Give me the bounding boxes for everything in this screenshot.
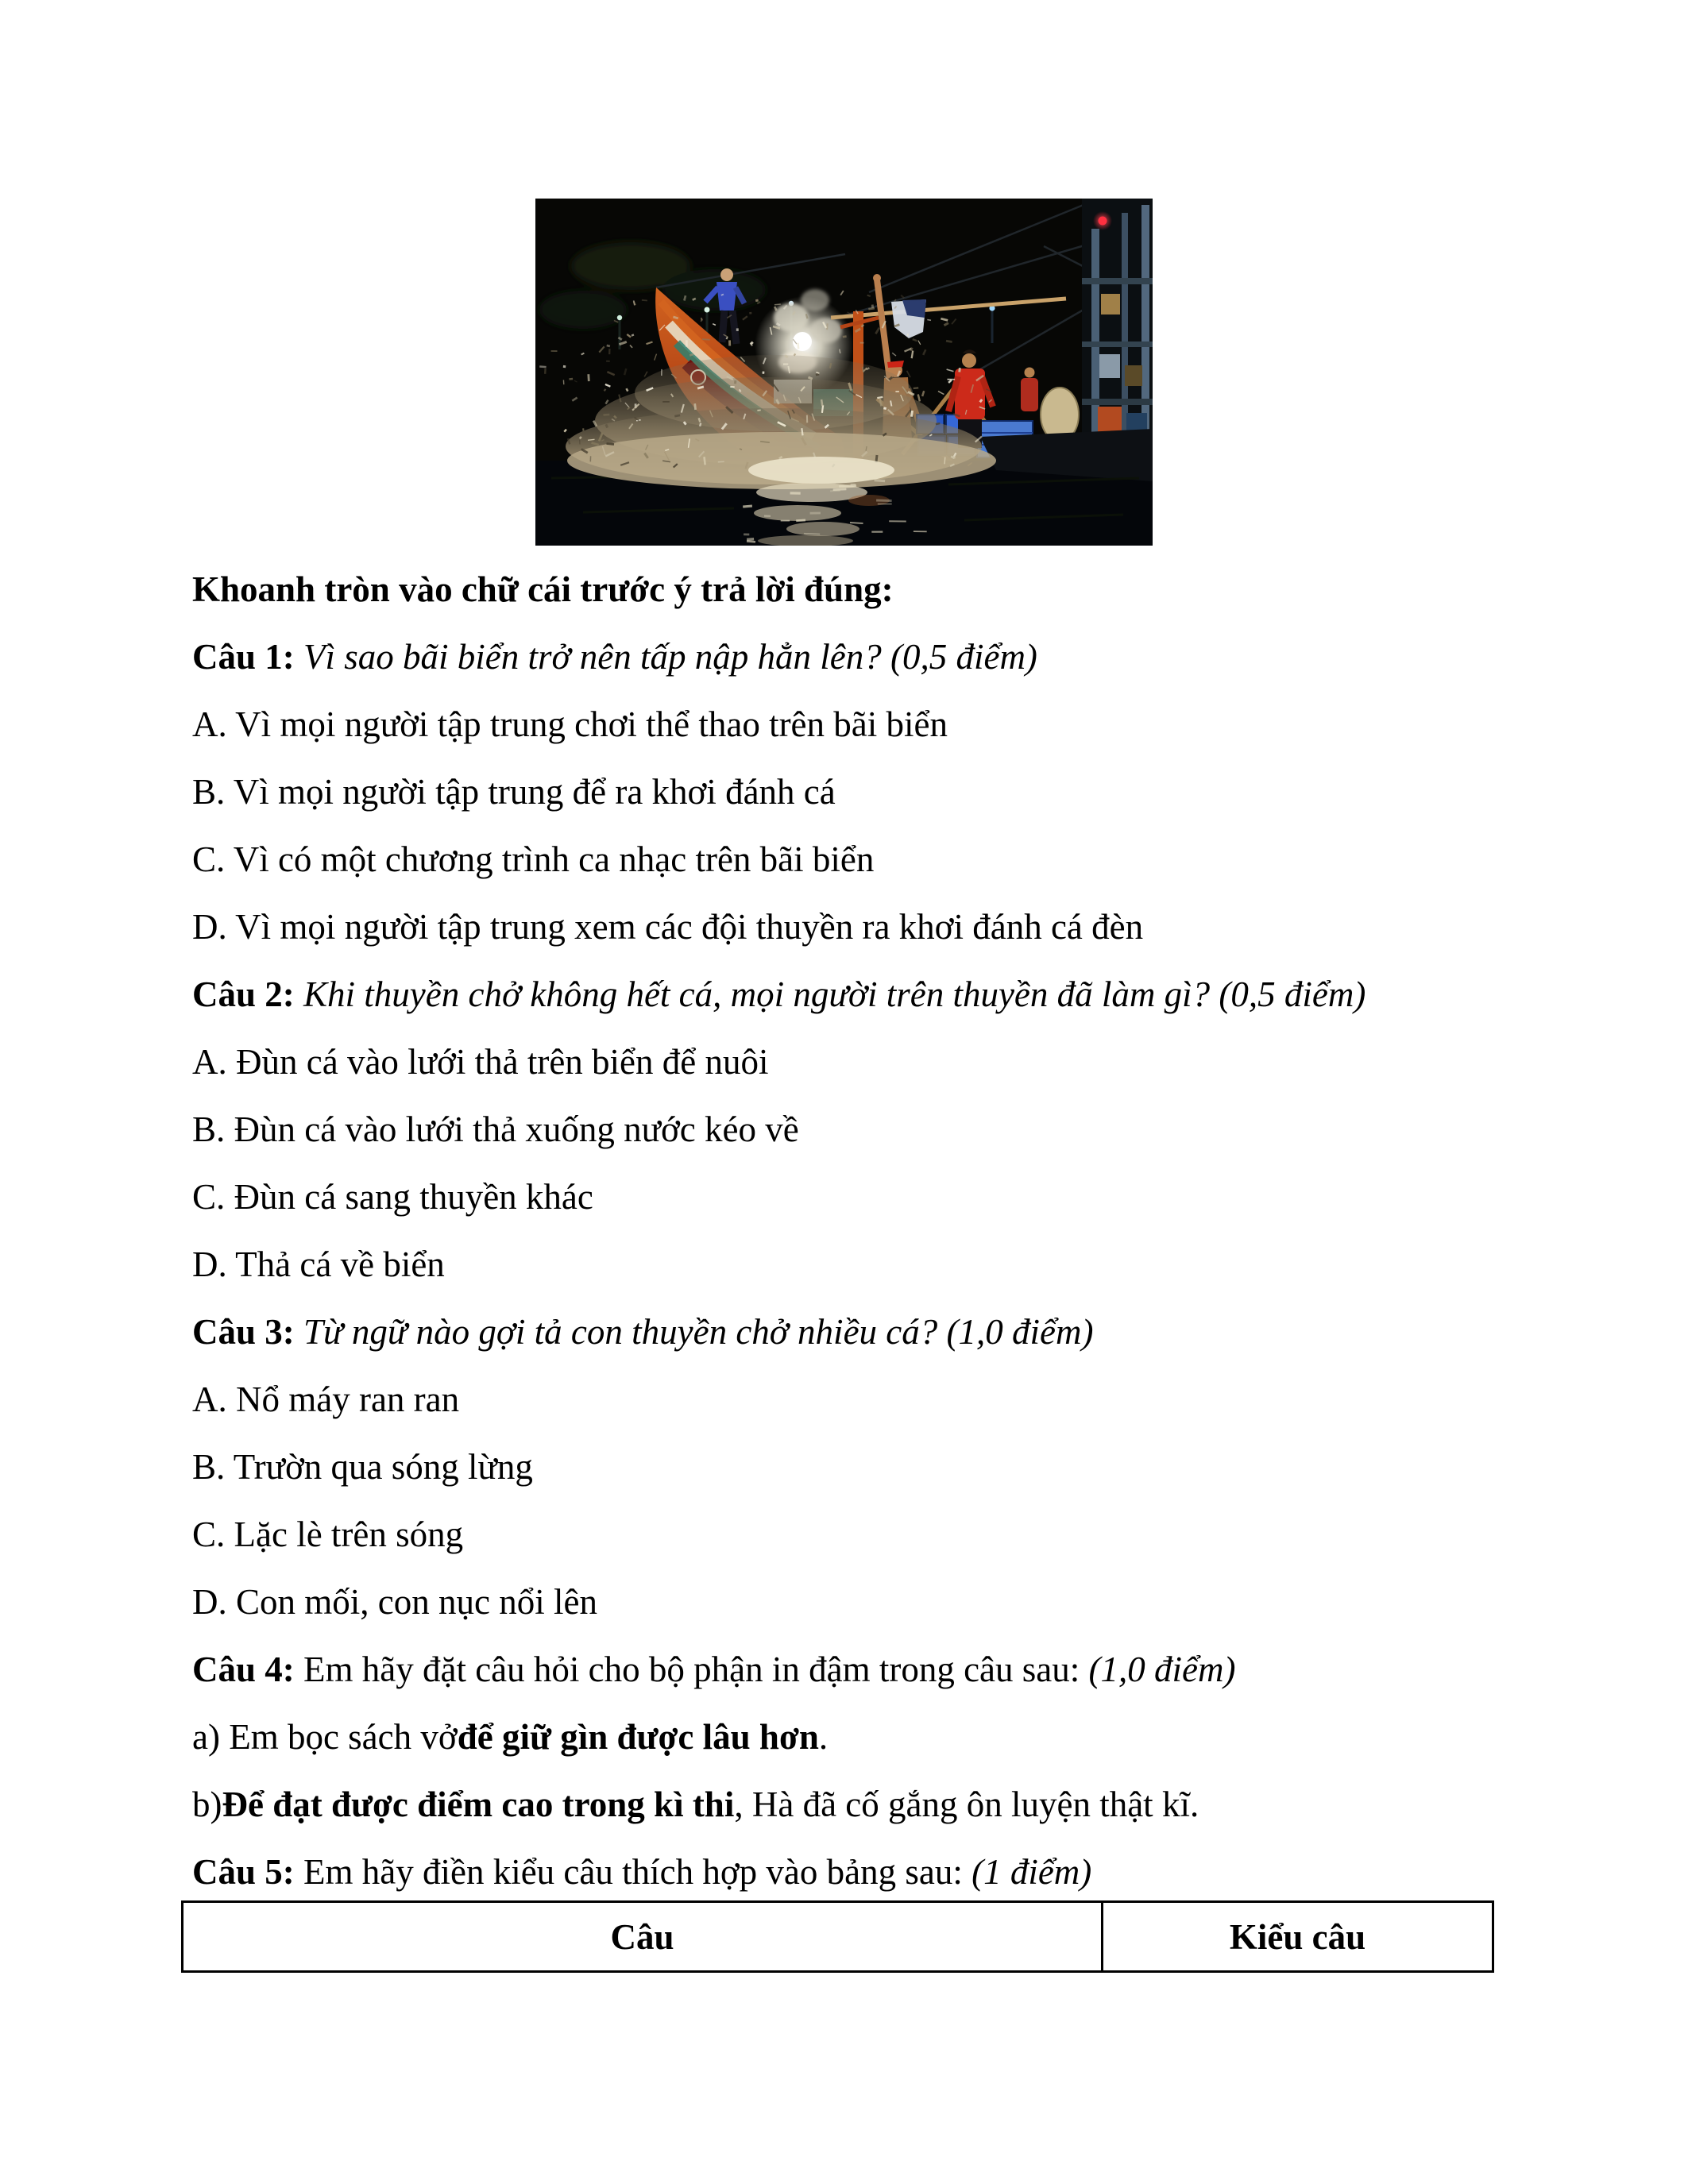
question-1-option-c-text: C. Vì có một chương trình ca nhạc trên bãi biển [192, 839, 875, 879]
instruction-heading [192, 556, 1511, 623]
question-1-option-b-text: B. Vì mọi người tập trung để ra khơi đánh cá [192, 771, 836, 812]
question-4-item-a [192, 1704, 1511, 1771]
question-1-label: Câu 1: [192, 636, 295, 677]
question-4-label: Câu 4: [192, 1649, 295, 1689]
question-5 [192, 1839, 1511, 1906]
question-2-option-b-text: B. Đùn cá vào lưới thả xuống nước kéo về [192, 1109, 799, 1149]
question-2-label: Câu 2: [192, 974, 295, 1014]
question-2-option-d [192, 1231, 1511, 1298]
question-2-prompt: Khi thuyền chở không hết cá, mọi người trên thuyền đã làm gì? (0,5 điểm) [303, 974, 1366, 1014]
red-lamp [1099, 217, 1107, 226]
table-header-cau-text: Câu [610, 1916, 674, 1957]
question-1-option-c [192, 826, 1511, 893]
night-fishing-photo-art [535, 199, 1153, 546]
night-fishing-photo [535, 199, 1153, 546]
question-2-option-b [192, 1096, 1511, 1163]
question-1-option-d [192, 893, 1511, 961]
question-2-option-a [192, 1028, 1511, 1096]
item-a-bold: để giữ gìn được lâu hơn [457, 1716, 819, 1757]
instruction-heading-text: Khoanh tròn vào chữ cái trước ý trả lời đúng: [192, 569, 894, 609]
exam-body [192, 556, 1511, 1906]
question-3-option-d [192, 1569, 1511, 1636]
question-1-option-a-text: A. Vì mọi người tập trung chơi thể thao trên bãi biển [192, 704, 948, 744]
question-3-option-c-text: C. Lặc lè trên sóng [192, 1514, 464, 1554]
item-b-suffix: , Hà đã cố gắng ôn luyện thật kĩ. [734, 1784, 1199, 1824]
question-1-option-d-text: D. Vì mọi người tập trung xem các đội thuyền ra khơi đánh cá đèn [192, 906, 1144, 947]
item-b-bold: Để đạt được điểm cao trong kì thi [222, 1784, 735, 1824]
question-3-option-d-text: D. Con mối, con nục nổi lên [192, 1581, 597, 1622]
question-1-option-a [192, 691, 1511, 758]
question-1-prompt: Vì sao bãi biển trở nên tấp nập hẳn lên? (0,5 điểm) [303, 636, 1037, 677]
question-3-option-b [192, 1433, 1511, 1501]
question-5-label: Câu 5: [192, 1851, 295, 1892]
question-3-option-b-text: B. Trườn qua sóng lừng [192, 1446, 533, 1487]
table-header-kieu-cau-text: Kiểu câu [1229, 1916, 1366, 1957]
question-4 [192, 1636, 1511, 1704]
question-5-points: (1 điểm) [971, 1851, 1092, 1892]
item-a-prefix: a) Em bọc sách vở [192, 1716, 458, 1757]
question-4-text: Em hãy đặt câu hỏi cho bộ phận in đậm trong câu sau: [303, 1649, 1080, 1689]
question-2-option-d-text: D. Thả cá về biển [192, 1244, 445, 1284]
question-1-option-b [192, 758, 1511, 826]
table-header-cau [183, 1903, 1103, 1970]
table-header-kieu-cau [1103, 1903, 1492, 1970]
item-b-prefix: b) [192, 1784, 222, 1824]
question-5-table [181, 1900, 1494, 1973]
question-4-points: (1,0 điểm) [1088, 1649, 1236, 1689]
question-1 [192, 623, 1511, 691]
question-4-item-b [192, 1771, 1511, 1839]
question-3-option-a [192, 1366, 1511, 1433]
question-2 [192, 961, 1511, 1028]
question-3-prompt: Từ ngữ nào gợi tả con thuyền chở nhiều cá? (1,0 điểm) [303, 1311, 1094, 1352]
question-2-option-a-text: A. Đùn cá vào lưới thả trên biển để nuôi [192, 1041, 769, 1082]
question-3-option-a-text: A. Nổ máy ran ran [192, 1379, 460, 1419]
question-3-option-c [192, 1501, 1511, 1569]
question-3 [192, 1298, 1511, 1366]
question-2-option-c-text: C. Đùn cá sang thuyền khác [192, 1176, 593, 1217]
question-5-text: Em hãy điền kiểu câu thích hợp vào bảng sau: [303, 1851, 963, 1892]
item-a-suffix: . [818, 1716, 829, 1757]
question-2-option-c [192, 1163, 1511, 1231]
question-3-label: Câu 3: [192, 1311, 295, 1352]
